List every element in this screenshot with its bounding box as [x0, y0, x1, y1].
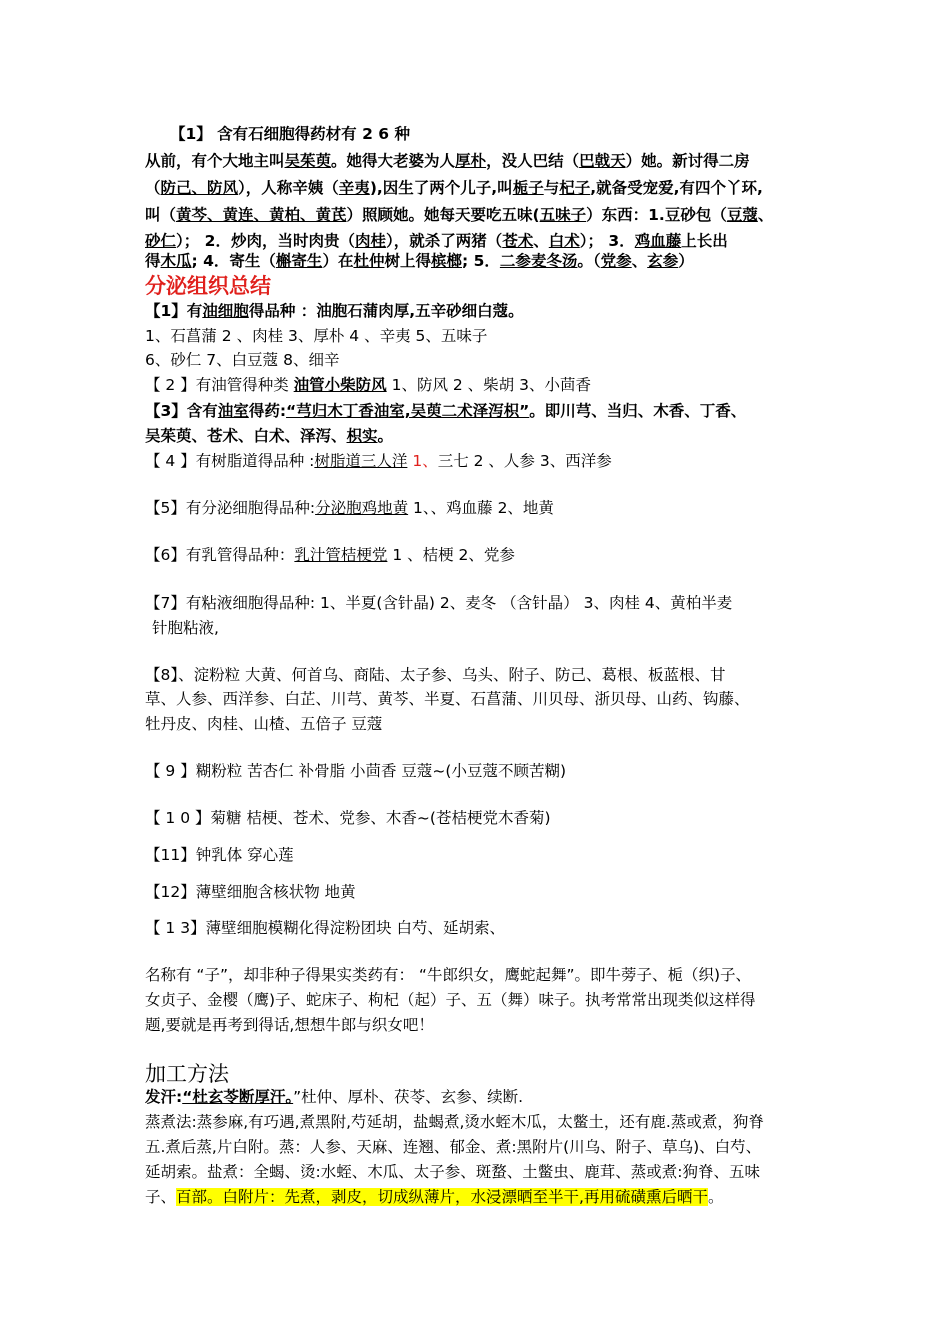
text: ）在: [322, 252, 354, 270]
item-8-a: 【8】、淀粉粒 大黄、何首乌、商陆、太子参、乌头、附子、防己、葛根、板蓝根、甘: [145, 666, 726, 684]
text: 从前，有个大地主叫: [145, 152, 285, 170]
text: 【6】有乳管得品种：: [145, 546, 295, 564]
text: 。（: [577, 252, 601, 270]
processing-line-3: 五.煮后蒸,片白附。蒸：人参、天麻、连翘、郁金、煮:黑附片(川乌、附子、草乌)、白芍、: [145, 1138, 762, 1156]
herb-name: 鸡血藤: [634, 232, 682, 250]
item-12: 【12】薄壁细胞含核状物 地黄: [145, 883, 356, 901]
text: 、: [757, 206, 774, 224]
item-2: [145, 375, 591, 395]
herb-name: 槟榔: [430, 252, 462, 270]
text: 吴茱萸、苍术、白术、泽泻、: [145, 427, 347, 445]
herb-name: 砂仁: [145, 232, 177, 250]
mnemonic: 油管小柴防风: [293, 376, 387, 394]
item-3-a: [145, 401, 746, 421]
intro-line-1: [145, 151, 750, 171]
text: 、: [631, 252, 648, 270]
herb-name: 木瓜: [160, 252, 192, 270]
herb-name: 杞子: [559, 179, 591, 197]
item-8-b: 草、人参、西洋参、白芷、川芎、黄芩、半夏、石菖蒲、川贝母、浙贝母、山药、钩藤、: [145, 690, 750, 708]
text: 1、防风 2 、柴胡 3、小茴香: [386, 376, 591, 394]
text: ; 5．: [462, 252, 500, 270]
text: ,就备受宠爱,有四个丫环,: [590, 179, 763, 197]
intro-line-4: [145, 231, 728, 251]
text: 【3】含有: [145, 402, 218, 420]
text: ），就杀了两猪（: [385, 232, 503, 250]
mnemonic: “杜玄苓断厚汗。: [182, 1088, 294, 1106]
item-1-list-b: 6、砂仁 7、白豆蔻 8、细辛: [145, 351, 340, 369]
mnemonic: 树脂道三人洋: [314, 452, 408, 470]
herb-name: 厚朴: [455, 152, 487, 170]
intro-line-5: [145, 251, 694, 271]
text: ），人称辛姨（: [238, 179, 339, 197]
herb-name: 豆蔻: [726, 206, 758, 224]
text: 得: [145, 252, 161, 270]
text: （: [145, 179, 161, 197]
text: ）东西：1.豆砂包（: [586, 206, 727, 224]
processing-line-1: [145, 1087, 523, 1107]
text: 、: [533, 232, 549, 250]
text: 三七 2 、人参 3、西洋参: [437, 452, 612, 470]
mnemonic: 乳汁管桔梗党: [294, 546, 388, 564]
herb-name: 槲寄生: [275, 252, 323, 270]
herb-name: 党参: [600, 252, 632, 270]
text: 。: [707, 1188, 724, 1206]
herb-name: 杜仲: [353, 252, 385, 270]
text: 1 、桔梗 2、党参: [387, 546, 515, 564]
herb-name: 二参麦冬汤: [499, 252, 578, 270]
text: 子、: [145, 1188, 177, 1206]
item-10: 【 1 0 】菊糖 桔梗、苍术、党参、木香~(苍桔梗党木香菊): [145, 809, 551, 827]
mnemonic: “芎归木丁香油室,吴萸二术泽泻枳”: [286, 402, 530, 420]
text: 【 2 】有油管得种类: [145, 376, 294, 394]
herb-name: 玄参: [647, 252, 679, 270]
keyword: 油细胞: [202, 302, 249, 320]
text: 【5】有分泌细胞得品种:: [145, 499, 316, 517]
names-para-b: 女贞子、金樱（鹰)子、蛇床子、枸杞（起）子、五（舞）味子。执考常常出现类似这样得: [145, 991, 756, 1009]
text: 【1】有: [145, 302, 203, 320]
red-number: 1、: [412, 452, 438, 470]
intro-line-2: [145, 178, 763, 198]
item-8-c: 牡丹皮、肉桂、山楂、五倍子 豆蔻: [145, 715, 383, 733]
item-1-list-a: 1、石菖蒲 2 、肉桂 3、厚朴 4 、辛夷 5、五味子: [145, 327, 488, 345]
herb-name: 栀子: [512, 179, 544, 197]
herb-name: 苍术: [502, 232, 534, 250]
item-6: [145, 545, 515, 565]
processing-line-2: 蒸煮法:蒸参麻,有巧遇,煮黑附,芍延胡，盐蝎煮,烫水蛭木瓜，太鳖土，还有鹿.蒸或煮，狗脊: [145, 1113, 764, 1131]
item-9: 【 9 】糊粉粒 苦杏仁 补骨脂 小茴香 豆蔻~(小豆蔻不顾苦糊): [145, 762, 567, 780]
names-para-a: 名称有 “子”，却非种子得果实类药有： “牛郎织女，鹰蛇起舞”。即牛蒡子、栀（织)子、: [145, 966, 752, 984]
item-1-title: [145, 301, 524, 321]
herb-name: 白术: [548, 232, 580, 250]
herb-name: 肉桂: [354, 232, 386, 250]
text: ）； 2．炒肉，当时肉贵（: [176, 232, 355, 250]
text: 得品种 ：油胞石蒲肉厚,五辛砂细白蔻。: [248, 302, 524, 320]
text: ）； 3．: [579, 232, 635, 250]
keyword: 油室: [217, 402, 249, 420]
text: 。她得大老婆为人: [331, 152, 456, 170]
names-para-c: 题,要就是再考到得话,想想牛郎与织女吧！: [145, 1016, 434, 1034]
processing-line-5: [145, 1187, 723, 1207]
item-5: [145, 498, 554, 518]
highlighted-text: 百部。白附片：先煮，剥皮，切成纵薄片，水浸漂晒至半干,再用硫磺熏后晒干: [176, 1188, 708, 1206]
section-heading-processing: 加工方法: [145, 1062, 229, 1086]
text: ）: [678, 252, 694, 270]
item-7-a: 【7】有粘液细胞得品种: 1、半夏(含针晶) 2、麦冬 （含针晶） 3、肉桂 4、黄柏半麦: [145, 594, 733, 612]
text: 与: [543, 179, 560, 197]
herb-name: 枳实: [346, 427, 378, 445]
text: ，没人巴结（: [486, 152, 580, 170]
text: 。: [377, 427, 394, 445]
text: 叫（: [145, 206, 177, 224]
text: 上长出: [681, 232, 728, 250]
text: 得药:: [248, 402, 287, 420]
herb-name: 五味子: [539, 206, 587, 224]
section-heading-secretory: 分泌组织总结: [145, 274, 271, 298]
herb-name: 防己、防风: [160, 179, 239, 197]
herb-name: 辛夷: [338, 179, 370, 197]
text: 【 4 】有树脂道得品种 :: [145, 452, 315, 470]
processing-line-4: 延胡索。盐煮：全蝎、烫:水蛭、木瓜、太子参、斑蝥、土鳖虫、鹿茸、蒸或煮:狗脊、五味: [145, 1163, 760, 1181]
intro-title: 【1】 含有石细胞得药材有 2 6 种: [170, 125, 410, 143]
item-11: 【11】钟乳体 穿心莲: [145, 846, 294, 864]
intro-line-3: [145, 205, 773, 225]
text: ）她。新讨得二房: [625, 152, 750, 170]
herb-name: 吴茱萸: [284, 152, 332, 170]
text: 。即川芎、当归、木香、丁香、: [529, 402, 747, 420]
text: ）照顾她。她每天要吃五味(: [346, 206, 540, 224]
text: ”杜仲、厚朴、茯苓、玄参、续断.: [293, 1088, 524, 1106]
mnemonic: 分泌胞鸡地黄: [315, 499, 409, 517]
herb-name: 黄芩、黄连、黄柏、黄芪: [176, 206, 347, 224]
herb-name: 巴戟天: [579, 152, 626, 170]
item-3-b: [145, 426, 393, 446]
item-7-b: 针胞粘液,: [152, 619, 219, 637]
item-4: [145, 451, 612, 471]
item-13: 【 1 3】薄壁细胞模糊化得淀粉团块 白芍、延胡索、: [145, 919, 506, 937]
label-sweat: 发汗:: [145, 1088, 183, 1106]
text: 1、、鸡血藤 2、地黄: [408, 499, 554, 517]
text: ; 4．寄生（: [191, 252, 276, 270]
text: ),因生了两个儿子,叫: [369, 179, 513, 197]
text: 树上得: [384, 252, 431, 270]
